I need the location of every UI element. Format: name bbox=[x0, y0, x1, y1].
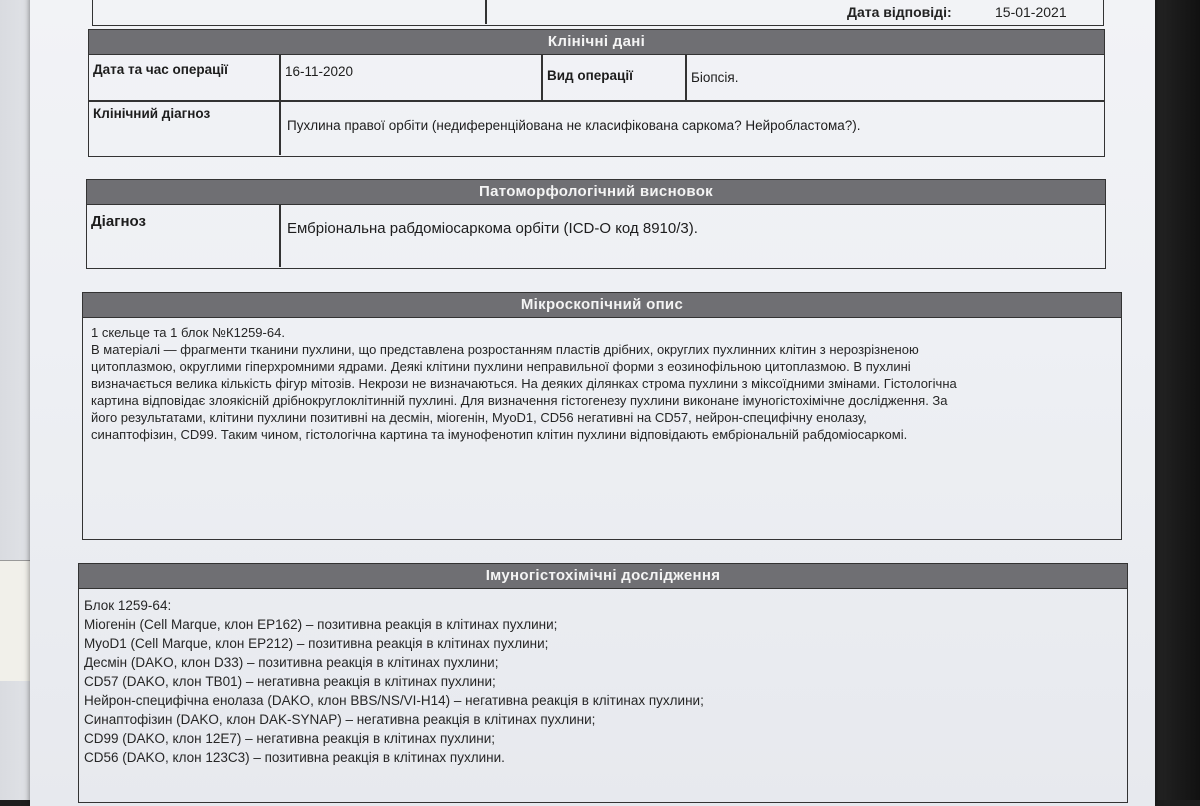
clinical-diagnosis-label: Клінічний діагноз bbox=[93, 106, 211, 121]
ihc-line: Міогенін (Cell Marque, клон EP162) – позитивна реакція в клітинах пухлини; bbox=[84, 617, 558, 632]
pathology-diagnosis-label: Діагноз bbox=[91, 213, 146, 230]
clinical-data-title: Клінічні дані bbox=[89, 30, 1104, 55]
ihc-line: Синаптофізин (DAKO, клон DAK-SYNAP) – негативна реакція в клітинах пухлини; bbox=[84, 712, 596, 727]
microscopy-line: визначається велика кількість фігур мітозів. Некрози не визначаються. На деяких ділянках строма пухлини з міксоїдними змінами. Гістологічна bbox=[91, 376, 957, 391]
ihc-line: CD99 (DAKO, клон 12E7) – негативна реакція в клітинах пухлини; bbox=[84, 731, 496, 746]
op-datetime-value: 16-11-2020 bbox=[285, 64, 354, 79]
reply-date-value: 15-01-2021 bbox=[995, 4, 1067, 20]
ihc-line: CD57 (DAKO, клон TB01) – негативна реакція в клітинах пухлини; bbox=[84, 674, 496, 689]
pathology-section bbox=[86, 179, 1106, 269]
microscopy-line: картина відповідає злоякісній дрібнокруглоклітинній пухлині. Для визначення гістогенезу пухлини виконане імуногістохімічне дослідження. За bbox=[91, 393, 948, 408]
ihc-line: Блок 1259-64: bbox=[84, 598, 172, 613]
ihc-line: Нейрон-специфічна енолаза (DAKO, клон BBS/NS/VI-H14) – негативна реакція в клітинах пухлини; bbox=[84, 693, 704, 708]
microscopy-text bbox=[91, 324, 957, 443]
ihc-line: CD56 (DAKO, клон 123C3) – позитивна реакція в клітинах пухлини. bbox=[84, 750, 505, 765]
ihc-section bbox=[78, 563, 1128, 803]
microscopy-line: цитоплазмою, округлими гіперхромними ядрами. Деякі клітини пухлини неправильної форми з еозинофільною цитоплазмою. В пухлині bbox=[91, 359, 911, 374]
microscopy-line: В матеріалі — фрагменти тканини пухлини, що представлена розростанням пластів дрібних, округлих пухлинних клітин з нерозрізненою bbox=[91, 342, 919, 357]
pathology-diagnosis-value: Ембріональна рабдоміосаркома орбіти (ICD-O код 8910/3). bbox=[287, 220, 698, 237]
pathology-title: Патоморфологічний висновок bbox=[87, 180, 1105, 205]
microscopy-title: Мікроскопічний опис bbox=[83, 293, 1121, 318]
op-type-label: Вид операції bbox=[547, 68, 633, 83]
top-header-strip bbox=[92, 0, 1104, 26]
microscopy-section bbox=[82, 292, 1122, 540]
paper-scrap bbox=[0, 560, 31, 681]
clinical-diagnosis-value: Пухлина правої орбіти (недиференційована не класифікована саркома? Нейробластома?). bbox=[287, 118, 861, 133]
ihc-text bbox=[84, 596, 704, 767]
ihc-title: Імуногістохімічні дослідження bbox=[79, 564, 1127, 589]
ihc-line: MyoD1 (Cell Marque, клон EP212) – позитивна реакція в клітинах пухлини; bbox=[84, 636, 549, 651]
op-datetime-label: Дата та час операції bbox=[93, 62, 228, 77]
microscopy-line: синаптофізин, CD99. Таким чином, гістологічна картина та імунофенотип клітин пухлини відповідають ембріональній рабдоміосаркомі. bbox=[91, 427, 908, 442]
reply-date-label: Дата відповіді: bbox=[847, 4, 952, 20]
microscopy-line: 1 скельце та 1 блок №К1259-64. bbox=[91, 325, 285, 340]
microscopy-line: його результатами, клітини пухлини позитивні на десмін, міогенін, MyoD1, CD56 негативні на CD57, нейрон-специфічну енолазу, bbox=[91, 410, 867, 425]
op-type-value: Біопсія. bbox=[691, 70, 739, 85]
clinical-data-section bbox=[88, 29, 1105, 157]
ihc-line: Десмін (DAKO, клон D33) – позитивна реакція в клітинах пухлини; bbox=[84, 655, 499, 670]
